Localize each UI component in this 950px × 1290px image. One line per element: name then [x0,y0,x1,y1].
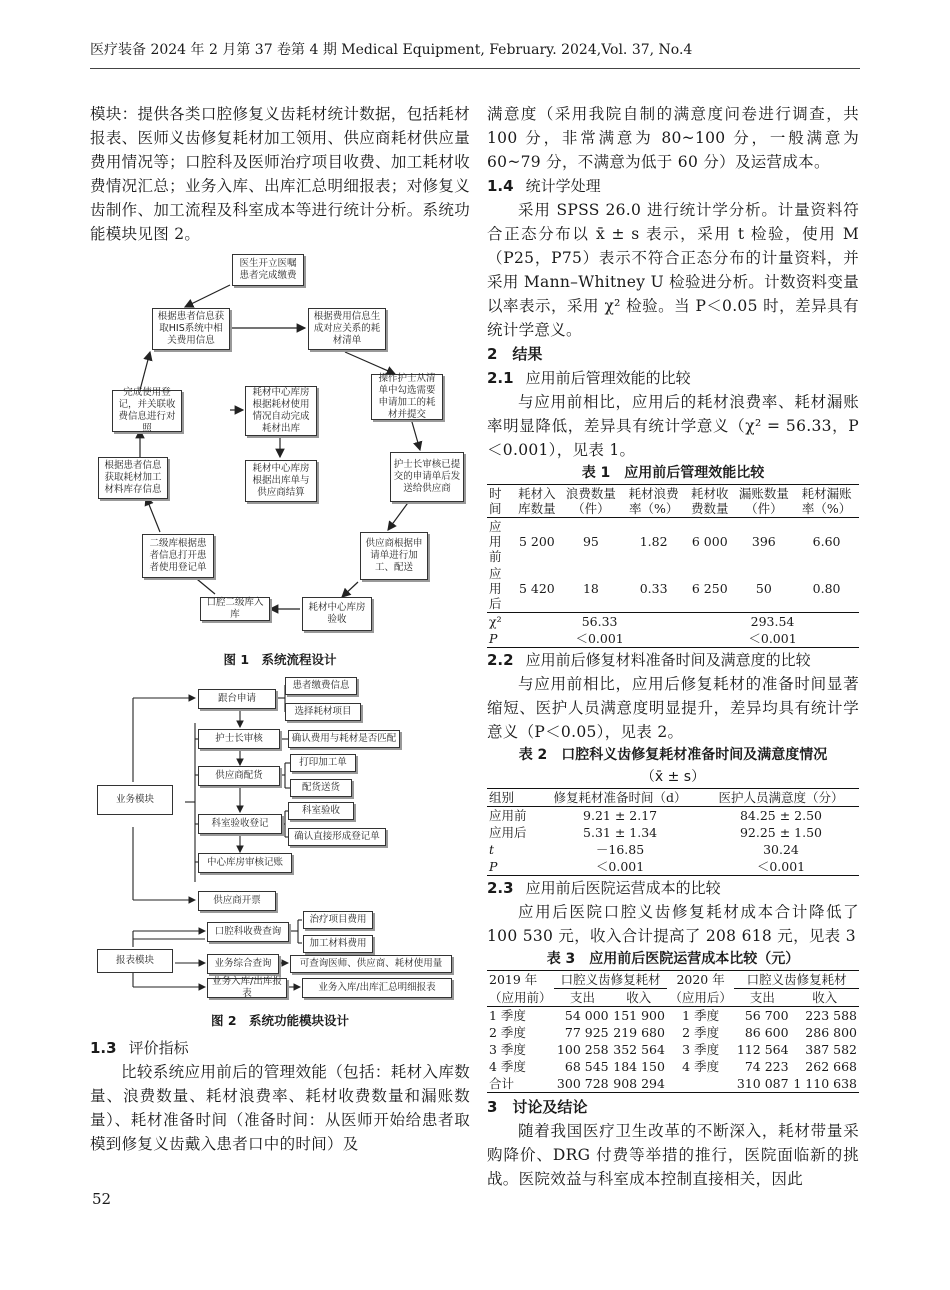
table-cell: －16.85 [595,842,645,857]
flow-box-secondary-inbound: 口腔二级库入库 [200,597,270,621]
table-row [487,1007,859,1025]
table-cell: 310 087 [736,1076,789,1091]
intro-paragraph: 模块：提供各类口腔修复义齿耗材统计数据，包括耗材报表、医师义齿修复耗材加工领用、供应商耗材供应量费用情况等；口腔科及医师治疗项目收费、加工耗材收费情况汇总；业务入库、出库汇总明细报表；对修复义齿制作、加工流程及科室成本等进行统计分析。系统功能模块见图 2。 [90,105,470,243]
section-1-3-number: 1.3 [90,1039,117,1057]
flow-box-prescription: 医生开立医嘱患者完成缴费 [232,254,304,286]
table-2 [487,788,859,876]
table-cell: 219 680 [613,1025,665,1040]
table-2-caption-unit: （x̄ ± s） [640,769,706,785]
module-central-audit: 中心库房审核记账 [198,853,292,873]
table-cell: 1.82 [639,534,668,549]
table-3-header-row [487,971,859,989]
module-query-usage: 可查询医师、供应商、耗材使用量 [290,955,452,973]
section-3-heading: 3 讨论及结论 [487,1098,588,1116]
table-cell: 合计 [489,1076,515,1091]
section-2-heading: 2 结果 [487,345,543,363]
table-cell: 50 [755,581,772,596]
table-1 [487,484,859,648]
table-3-header: 收入 [812,990,838,1005]
table-cell: 151 900 [613,1008,665,1023]
table-cell: 6 000 [691,534,728,549]
table-cell: 95 [582,534,599,549]
section-2-1-number: 2.1 [487,369,514,387]
left-column [90,102,470,1156]
table-cell: 应用前 [489,808,527,823]
table-cell: 0.33 [639,581,668,596]
table-cell: 68 545 [564,1059,609,1074]
table-cell: 54 000 [564,1008,609,1023]
figure-2-caption: 图 2 系统功能模块设计 [210,1013,350,1028]
table-cell: ＜0.001 [756,859,806,874]
table-cell: 4 季度 [682,1059,720,1074]
table-row [487,841,859,858]
table-cell: ＜0.001 [575,631,624,646]
table-1-header: 漏账数量（件） [738,486,789,516]
running-header: 医疗装备 2024 年 2 月第 37 卷第 4 期 Medical Equipment, February. 2024,Vol. 37, No.4 [90,40,860,69]
table-cell: 1 110 638 [793,1076,857,1091]
table-cell: P [489,631,498,646]
table-row [487,1041,859,1058]
table-cell: 184 150 [613,1059,665,1074]
module-select-item: 选择耗材项目 [285,703,361,721]
module-treatment-fee: 治疗项目费用 [303,911,373,929]
section-2-3-title: 应用前后医院运营成本的比较 [525,879,721,897]
table-cell: 387 582 [805,1042,857,1057]
module-business-query: 业务综合查询 [207,954,279,974]
section-1-4-text: 采用 SPSS 26.0 进行统计学分析。计量资料符合正态分布以 x̄ ± s 表示，采用 t 检验，使用 M（P25，P75）表示不符合正态分布的计量资料，并采用 Mann–Whitney U 检验进分析。计数资料变量以率表示，采用 χ² 检验。当 P＜0.05 时，差异具有统计学意义。 [487,201,859,339]
figure-2-module-diagram [90,677,470,1052]
table-cell: 74 223 [744,1059,789,1074]
module-head-nurse-review: 护士长审核 [198,729,280,749]
table-cell: 223 588 [805,1008,857,1023]
table-cell: χ² [489,614,502,629]
module-auto-register: 确认直接形成登记单 [288,828,386,846]
flow-box-head-nurse-review: 护士长审核已提交的申请单后发送给供应商 [390,452,464,502]
table-cell: 84.25 ± 2.50 [739,808,822,823]
table-cell: 9.21 ± 2.17 [583,808,658,823]
figure-1-flowchart [90,252,470,647]
table-row [487,1058,859,1075]
module-report: 报表模块 [97,949,173,973]
module-dental-fee-query: 口腔科收费查询 [207,922,289,942]
module-delivery: 配货送货 [290,779,352,797]
flow-box-consumable-list: 根据费用信息生成对应关系的耗材清单 [308,308,386,350]
table-cell: 6 250 [691,581,728,596]
table-row [487,858,859,876]
table-cell: 100 258 [556,1042,609,1057]
table-row [487,518,859,566]
table-1-header: 耗材漏账率（%） [801,486,852,516]
module-supplier-invoice: 供应商开票 [198,891,276,911]
table-cell: 908 294 [613,1076,665,1091]
table-cell: 应用前 [489,519,502,564]
flow-box-charge-match: 完成使用登记，并关联收费信息进行对照 [112,390,182,432]
table-cell: 5 200 [518,534,555,549]
table-2-header: 医护人员满意度（分） [718,790,844,805]
flow-box-auto-outbound: 耗材中心库房根据耗材使用情况自动完成耗材出库 [245,386,317,436]
flow-box-settlement: 耗材中心库房根据出库单与供应商结算 [245,460,317,502]
table-1-header: 浪费数量（件） [565,486,616,516]
section-2-2-number: 2.2 [487,651,514,669]
table-row [487,807,859,825]
table-1-header: 时间 [489,486,502,516]
flow-box-inventory-info: 根据患者信息获取耗材加工材料库存信息 [98,457,168,499]
table-3-header: 2019 年 [489,972,538,988]
module-io-detail-report: 业务入库/出库汇总明细报表 [302,978,452,998]
section-2-3-number: 2.3 [487,879,514,897]
flow-box-usage-register: 二级库根据患者信息打开患者使用登记单 [142,534,214,578]
table-cell: 18 [582,581,599,596]
section-1-3-title: 评价指标 [128,1039,189,1057]
table-3-header: 收入 [626,990,652,1005]
table-cell: 3 季度 [682,1042,720,1057]
table-cell: 112 564 [736,1042,789,1057]
module-dept-check: 科室验收 [288,802,354,820]
table-cell: ＜0.001 [748,631,797,646]
table-cell: 92.25 ± 1.50 [739,825,822,840]
table-3-header: 支出 [749,990,775,1005]
module-follow-apply: 跟台申请 [198,689,276,709]
table-cell: 352 564 [613,1042,665,1057]
section-2-1-title: 应用前后管理效能的比较 [525,369,691,387]
figure-1-caption: 图 1 系统流程设计 [223,652,337,667]
module-business: 业务模块 [97,785,173,815]
table-1-header: 耗材入库数量 [518,486,556,516]
section-2-2-title: 应用前后修复材料准备时间及满意度的比较 [525,651,811,669]
section-3-text: 随着我国医疗卫生改革的不断深入，耗材带量采购降价、DRG 付费等举措的推行，医院面临新的挑战。医院效益与科室成本控制直接相关，因此 [487,1122,859,1188]
table-cell: 2 季度 [682,1025,720,1040]
module-patient-fee-info: 患者缴费信息 [285,677,357,695]
table-cell: 5 420 [518,581,555,596]
table-3-header: （应用后） [669,989,732,1005]
table-row [487,565,859,613]
table-cell: 6.60 [812,534,841,549]
section-2-2-heading [487,648,859,672]
table-cell: 300 728 [556,1076,609,1091]
table-2-header: 组别 [489,790,515,805]
table-cell: t [489,842,495,857]
table-3-subheader-row [487,989,859,1007]
flow-box-his-fees: 根据患者信息获取HIS系统中相关费用信息 [152,308,230,350]
table-3-caption: 表 3 应用前后医院运营成本比较（元） [546,951,800,967]
section-2-1-heading [487,366,859,390]
table-2-header-row [487,789,859,807]
table-cell: P [489,859,498,874]
section-2-2-text: 与应用前相比，应用后修复耗材的准备时间显著缩短、医护人员满意度明显提升，差异均具有统计学意义（P＜0.05），见表 2。 [487,675,859,741]
table-1-header: 耗材浪费率（%） [628,486,679,516]
flow-box-central-acceptance: 耗材中心库房验收 [302,597,372,631]
table-cell: 应用后 [489,825,527,840]
section-1-4-number: 1.4 [487,177,514,195]
module-print-order: 打印加工单 [290,754,356,772]
table-1-caption: 表 1 应用前后管理效能比较 [581,465,765,481]
table-row [487,1024,859,1041]
flow-box-nurse-submit: 操作护士从清单中勾选需要申请加工的耗材并提交 [371,374,443,420]
section-2-3-heading [487,876,859,900]
table-cell: 3 季度 [489,1042,526,1057]
module-material-fee: 加工材料费用 [303,935,373,953]
page-number: 52 [92,1190,112,1208]
table-cell: 77 925 [564,1025,609,1040]
module-confirm-fee-match: 确认费用与耗材是否匹配 [288,730,400,748]
section-2-1-text: 与应用前相比，应用后的耗材浪费率、耗材漏账率明显降低，差异具有统计学意义（χ² = 56.33，P＜0.001），见表 1。 [487,393,859,459]
table-3-header: 口腔义齿修复耗材 [554,971,667,989]
table-row [487,613,859,631]
section-2-3-text: 应用后医院口腔义齿修复耗材成本合计降低了 100 530 元，收入合计提高了 208 618 元，见表 3 [487,903,859,945]
table-1-header-row [487,485,859,518]
table-3-header: 口腔义齿修复耗材 [734,971,859,989]
table-2-caption: 表 2 口腔科义齿修复耗材准备时间及满意度情况 [518,747,828,763]
table-cell: 286 800 [805,1025,857,1040]
table-cell: 262 668 [805,1059,857,1074]
table-cell [667,1075,734,1093]
table-cell: 5.31 ± 1.34 [583,825,658,840]
section-1-4-title: 统计学处理 [525,177,601,195]
table-cell: 应用后 [489,566,502,611]
flow-box-supplier-process: 供应商根据申请单进行加工、配送 [360,532,428,580]
table-3-header: 支出 [569,990,595,1005]
section-1-3-text: 比较系统应用前后的管理效能（包括：耗材入库数量、浪费数量、耗材浪费率、耗材收费数量和漏账数量）、耗材准备时间（准备时间：从医师开始给患者取模到修复义齿戴入患者口中的时间）及 [90,1063,470,1153]
module-dept-acceptance: 科室验收登记 [198,814,282,834]
table-cell: 56 700 [744,1008,789,1023]
table-cell: 0.80 [812,581,841,596]
table-row [487,824,859,841]
table-3 [487,970,859,1093]
table-cell: 1 季度 [682,1008,720,1023]
table-cell: ＜0.001 [595,859,645,874]
table-row [487,630,859,648]
table-cell: 56.33 [581,614,618,629]
table-cell: 4 季度 [489,1059,526,1074]
table-2-header: 修复耗材准备时间（d） [553,790,687,805]
table-1-header: 耗材收费数量 [691,486,729,516]
figure-1-arrows [90,252,470,647]
right-column [487,102,859,1191]
table-cell: 30.24 [763,842,799,857]
table-cell: 1 季度 [489,1008,526,1023]
section-1-4-heading [487,174,859,198]
table-3-header: 2020 年 [676,972,725,988]
module-io-report: 业务入库/出库报表 [207,978,287,998]
table-cell: 396 [751,534,776,549]
table-cell: 293.54 [750,614,795,629]
table-cell: 2 季度 [489,1025,526,1040]
module-supplier-dispatch: 供应商配货 [198,766,280,786]
table-cell: 86 600 [744,1025,789,1040]
table-row [487,1075,859,1093]
table-3-header: （应用前） [489,989,552,1005]
continued-paragraph: 满意度（采用我院自制的满意度问卷进行调查，共 100 分，非常满意为 80~100 分，一般满意为 60~79 分，不满意为低于 60 分）及运营成本。 [487,105,859,171]
